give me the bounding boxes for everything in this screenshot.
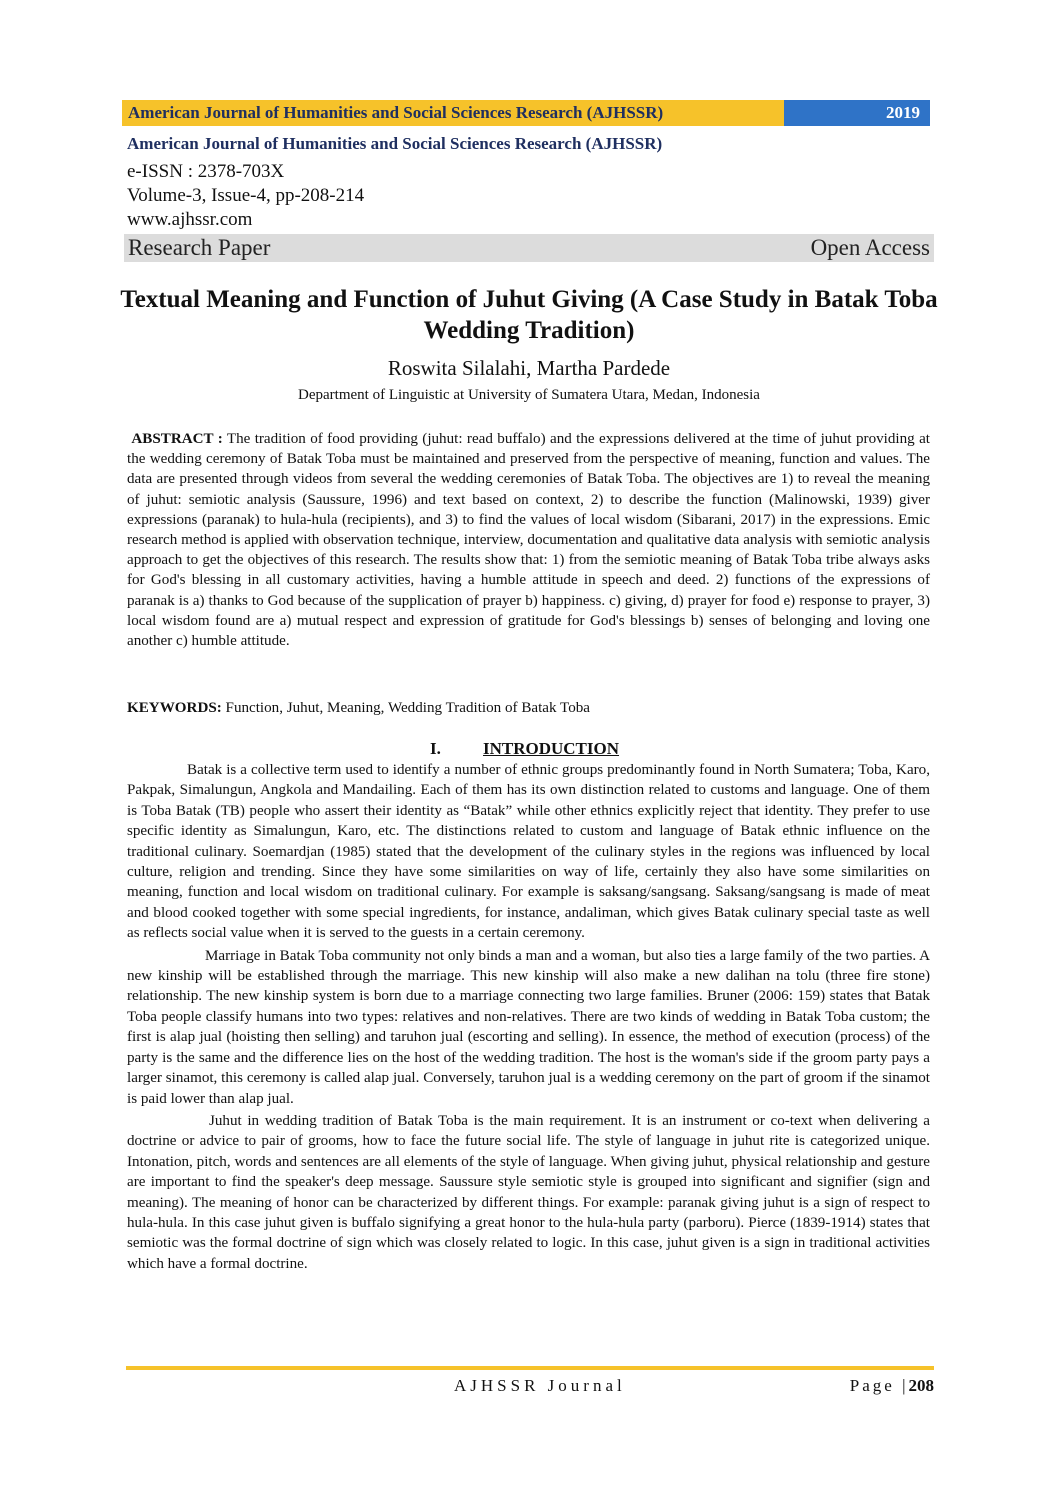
journal-website: www.ajhssr.com: [127, 209, 253, 230]
introduction-body: [127, 760, 930, 1276]
abstract-label: ABSTRACT :: [131, 431, 223, 447]
paper-type: Research Paper: [128, 235, 271, 260]
abstract-text: The tradition of food providing (juhut: read buffalo) and the expressions delivered at the time of juhut providing at the wedding ceremony of Batak Toba must be maintained and preserved from the perspective of meaning, function and values. The data are presented through videos from several the wedding ceremonies of Batak Toba. The objectives are 1) to reveal the meaning of juhut: semiotic analysis (Saussure, 1996) and text based on context, 2) to describe the function (Malinowski, 1939) giver expressions (paranak) to hula-hula (recipients), and 3) to find the values of local wisdom (Sibarani, 2017) in the expressions. Emic research method is applied with observation technique, interview, documentation and qualitative data analysis with semiotic analysis approach to get the objectives of this research. The results show that: 1) from the semiotic meaning of Batak Toba tribe always asks for God's blessing in all customary activities, having a humble attitude in speech and deed. 2) functions of the expressions of paranak is a) thanks to God because of the supplication of prayer b) happiness. c) giving, d) prayer for food e) response to prayer, 3) local wisdom found are a) mutual respect and expression of gratitude for God's blessings b) senses of belonging and loving one another c) humble attitude.: [127, 431, 930, 650]
keywords-text: Function, Juhut, Meaning, Wedding Tradition of Batak Toba: [225, 700, 590, 716]
section-number: I.: [430, 739, 441, 758]
journal-header-bar: [122, 100, 930, 126]
abstract: [127, 429, 930, 651]
article-title: Textual Meaning and Function of Juhut Giving (A Case Study in Batak Toba Wedding Tradition): [120, 286, 938, 344]
paragraph: Juhut in wedding tradition of Batak Toba is the main requirement. It is an instrument or co-text when delivering a doctrine or advice to pair of grooms, how to face the future social life. The style of language in juhut rite is categorized unique. Intonation, pitch, words and sentences are all elements of the style of language. When giving juhut, physical relationship and gesture are important to find the speaker's deep message. Saussure style semiotic style is grouped into significant and signifier (sign and meaning). The meaning of honor can be characterized by different things. For example: paranak giving juhut is a sign of respect to hula-hula. In this case juhut given is buffalo signifying a great honor to the hula-hula party (parboru). Pierce (1839-1914) states that semiotic was the formal doctrine of sign which was closely related to logic. In this case, juhut given is a sign in traditional activities which have a formal doctrine.: [127, 1112, 930, 1272]
paper-type-bar: [124, 234, 934, 262]
header-year: 2019: [784, 100, 930, 126]
page-number: 208: [908, 1376, 934, 1395]
article-authors: Roswita Silalahi, Martha Pardede: [387, 356, 671, 380]
access-type: Open Access: [810, 235, 930, 260]
journal-issn: e-ISSN : 2378-703X: [127, 161, 285, 182]
journal-name: American Journal of Humanities and Social Sciences Research (AJHSSR): [127, 134, 663, 153]
header-journal-name: American Journal of Humanities and Social Sciences Research (AJHSSR): [122, 100, 784, 126]
keywords: [127, 698, 930, 718]
footer-journal: AJHSSR Journal: [454, 1376, 626, 1395]
footer-page-label: Page |: [849, 1376, 909, 1395]
footer-divider: [126, 1366, 934, 1370]
section-title: INTRODUCTION: [483, 739, 620, 758]
paragraph: Batak is a collective term used to identify a number of ethnic groups predominantly found in North Sumatera; Toba, Karo, Pakpak, Simalungun, Angkola and Mandailing. Each of them has its own distinction related to customs and language. One of them is Toba Batak (TB) people who assert their identity as “Batak” while other ethnics explicitly reject that identity. They prefer to use specific identity as Simalungun, Karo, etc. The distinctions related to custom and language of Batak ethnic influence on the traditional culinary. Soemardjan (1985) stated that the development of the culinary styles in the regions was influenced by local culture, religion and trending. Since they have some similarities on way of life, certainly they also have some similarities on meaning, function and local wisdom on traditional culinary. For example is saksang/sangsang. Saksang/sangsang is made of meat and blood cooked together with some special ingredients, for instance, andaliman, which gives Batak culinary special taste as well as reflects social value when it is served to the guests in a certain ceremony.: [127, 762, 930, 942]
footer-page: [850, 1374, 934, 1398]
paragraph: Marriage in Batak Toba community not only binds a man and a woman, but also ties a large family of the two parties. A new kinship will be established through the marriage. This new kinship will also make a new dalihan na tolu (three fire stone) relationship. The new kinship system is born due to a marriage connecting two large families. Bruner (2006: 159) states that Batak Toba people classify humans into two types: relatives and non-relatives. There are two kinds of wedding in Batak Toba custom; the first is alap jual (hoisting then selling) and taruhon jual (escorting and selling). In essence, the method of execution (process) of the party is the same and the difference lies on the host of the wedding tradition. The host is the woman's side if the groom party pays a larger sinamot, this ceremony is called alap jual. Conversely, taruhon jual is a wedding ceremony on the part of groom if the sinamot is paid lower than alap jual.: [127, 947, 930, 1107]
keywords-label: KEYWORDS:: [127, 700, 222, 716]
page-footer: [126, 1374, 934, 1398]
journal-volume: Volume-3, Issue-4, pp-208-214: [127, 185, 365, 206]
article-affiliation: Department of Linguistic at University of Sumatera Utara, Medan, Indonesia: [298, 387, 760, 403]
section-heading: [127, 738, 930, 760]
